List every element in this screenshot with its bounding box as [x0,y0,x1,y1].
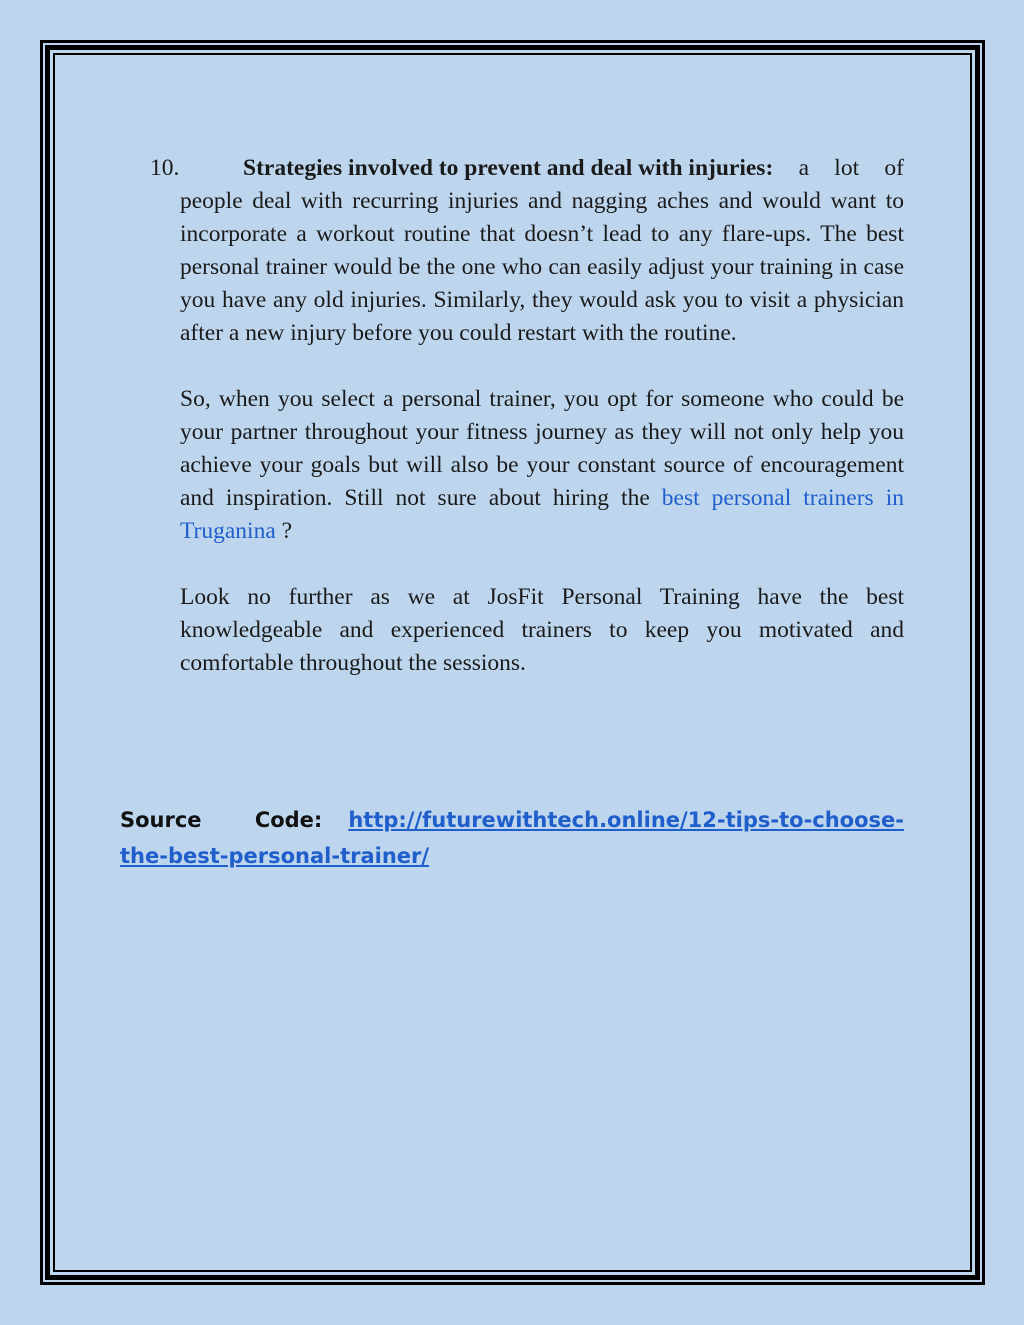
item-body: a lot of people deal with recurring injuries and nagging aches and would want to incorporate a workout routine that doesn’t lead to any flare-ups. The best personal trainer would be the one who can easily adjust your training in case you have any old injuries. Similarly, they would ask you to visit a physician after a new injury before you could restart with the routine. [180,155,904,346]
paragraph-2-suffix: ? [275,518,293,544]
paragraph-2-text: So, when you select a personal trainer, you opt for someone who could be your partner throughout your fitness journey as they will not only help you achieve your goals but will also be your constant source of encouragement and inspiration. Still not sure about hiring the [180,386,904,511]
trainers-truganina-link[interactable]: best personal trainers in Truganina [180,485,904,544]
item-heading: Strategies involved to prevent and deal with injuries: [243,155,774,181]
tip-item-10 [150,152,904,350]
item-number: 10. [150,155,180,181]
document-body [150,152,904,713]
paragraph-choose-trainer [180,383,904,548]
source-label: Source Code: [120,808,323,832]
source-section [120,802,904,874]
paragraph-josfit: Look no further as we at JosFit Personal Training have the best knowledgeable and experienced trainers to keep you motivated and comfortable throughout the sessions. [180,584,904,676]
source-url-link[interactable]: http://futurewithtech.online/12-tips-to-choose-the-best-personal-trainer/ [120,808,904,868]
